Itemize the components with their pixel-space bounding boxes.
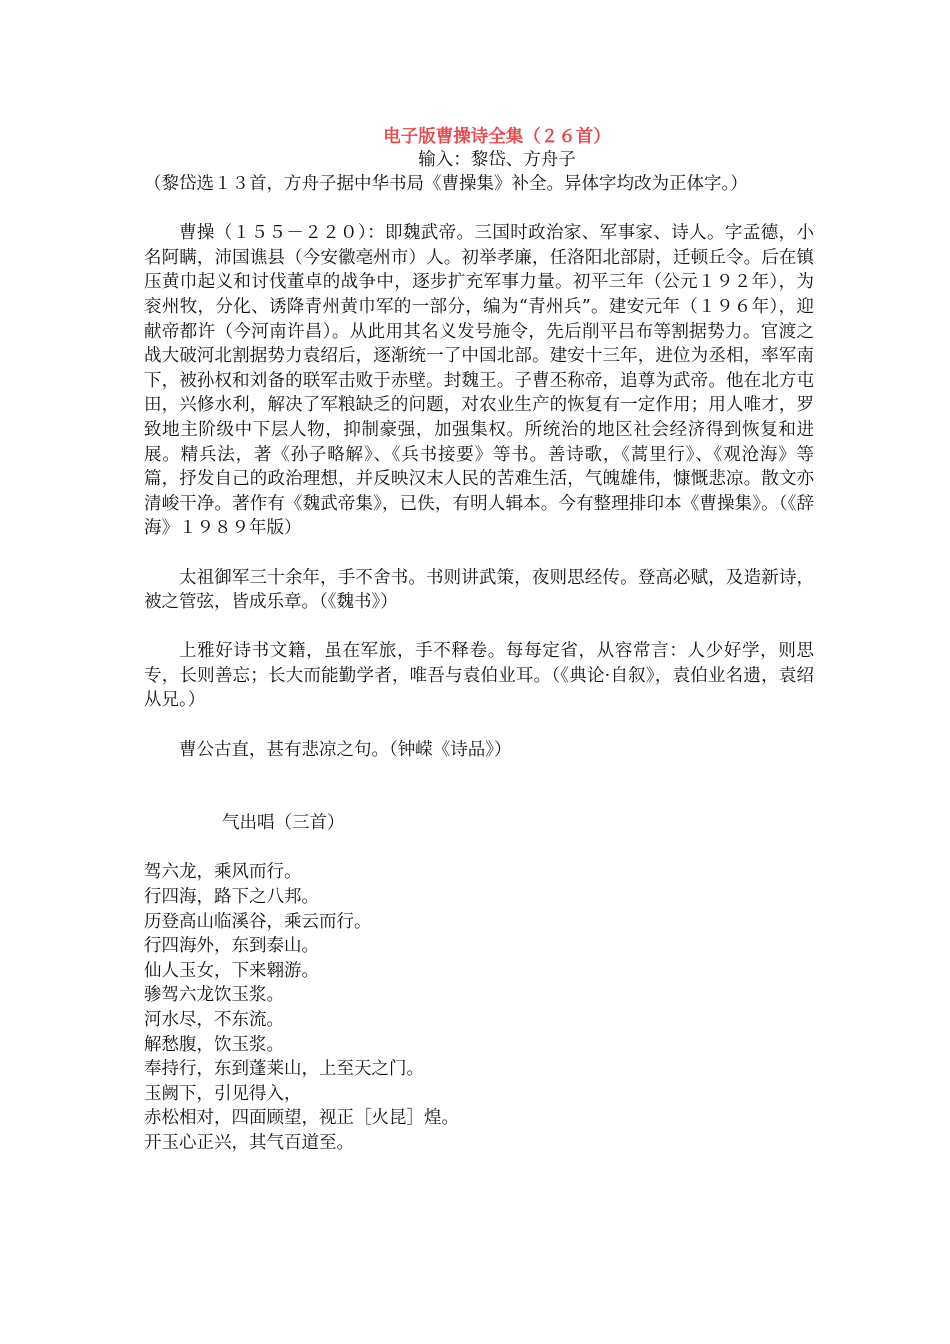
poem-line: 行四海外，东到泰山。: [144, 936, 319, 957]
poem-line: 河水尽，不东流。: [144, 1010, 284, 1030]
paragraph-weishu-quote: 太祖御军三十余年，手不舍书。书则讲武策，夜则思经传。登高必赋，及造新诗，被之管弦，皆成乐章。（《魏书》）: [144, 567, 814, 613]
poem-line: 行四海，路下之八邦。: [144, 887, 319, 908]
paragraph-dianlun-quote: 上雅好诗书文籍，虽在军旅，手不释卷。每每定省，从容常言：人少好学，则思专，长则善忘；长大而能勤学者，唯吾与袁伯业耳。（《典论·自叙》，袁伯业名遗，袁绍从兄。）: [144, 641, 814, 711]
spacer: [144, 197, 814, 222]
spacer: [144, 615, 814, 640]
spacer: [144, 762, 814, 811]
poem-line: 玉阙下，引见得入，: [144, 1083, 302, 1104]
poem-line: 奉持行，东到蓬莱山，上至天之门。: [144, 1059, 424, 1080]
paragraph-shipin-quote: 曹公古直，甚有悲凉之句。（钟嵘《诗品》）: [179, 739, 512, 760]
spacer: [144, 713, 814, 738]
poem-line: 解愁腹，饮玉浆。: [144, 1034, 284, 1055]
document-note: （黎岱选１３首，方舟子据中华书局《曹操集》补全。异体字均改为正体字。）: [144, 174, 748, 194]
paragraph-biography: 曹操（１５５－２２０）：即魏武帝。三国时政治家、军事家、诗人。字孟德，小名阿瞒，沛国谯县（今安徽亳州市）人。初举孝廉，任洛阳北部尉，迁顿丘令。后在镇压黄巾起义和讨伐董卓的战争中，逐步扩充军事力量。初平三年（公元１９２年），为衮州牧，分化、诱降青州黄巾军的一部分，编为“青州兵”。建安元年（１９６年），迎献帝都许（今河南许昌）。从此用其名义发号施令，先后削平吕布等割据势力。官渡之战大破河北割据势力袁绍后，逐渐统一了中国北部。建安十三年，进位为丞相，率军南下，被孙权和刘备的联军击败于赤壁。封魏王。子曹丕称帝，追尊为武帝。他在北方屯田，兴修水利，解决了军粮缺乏的问题，对农业生产的恢复有一定作用；用人唯才，罗致地主阶级中下层人物，抑制豪强，加强集权。所统治的地区社会经济得到恢复和进展。精兵法，著《孙子略解》、《兵书接要》等书。善诗歌，《蒿里行》、《观沧海》等篇，抒发自己的政治理想，并反映汉末人民的苦难生活，气魄雄伟，慷慨悲凉。散文亦清峻干净。著作有《魏武帝集》，已佚，有明人辑本。今有整理排印本《曹操集》。（《辞海》１９８９年版）: [144, 223, 814, 539]
poem-line: 历登高山临溪谷，乘云而行。: [144, 911, 372, 932]
poem-line: 驾六龙，乘风而行。: [144, 862, 302, 883]
poem-line: 开玉心正兴，其气百道至。: [144, 1132, 354, 1153]
poem-line: 赤松相对，四面顾望，视正［火昆］煌。: [144, 1108, 459, 1129]
poem-lines: [144, 860, 814, 1155]
document-page: [144, 126, 814, 1156]
poem-line: 骖驾六龙饮玉浆。: [144, 985, 284, 1006]
document-subtitle: 输入：黎岱、方舟子: [418, 150, 576, 170]
poem-title: 气出唱（三首）: [222, 813, 345, 834]
poem-line: 仙人玉女，下来翱游。: [144, 960, 319, 981]
spacer: [144, 836, 814, 861]
spacer: [144, 541, 814, 566]
document-title: 电子版曹操诗全集（２６首）: [383, 127, 611, 147]
